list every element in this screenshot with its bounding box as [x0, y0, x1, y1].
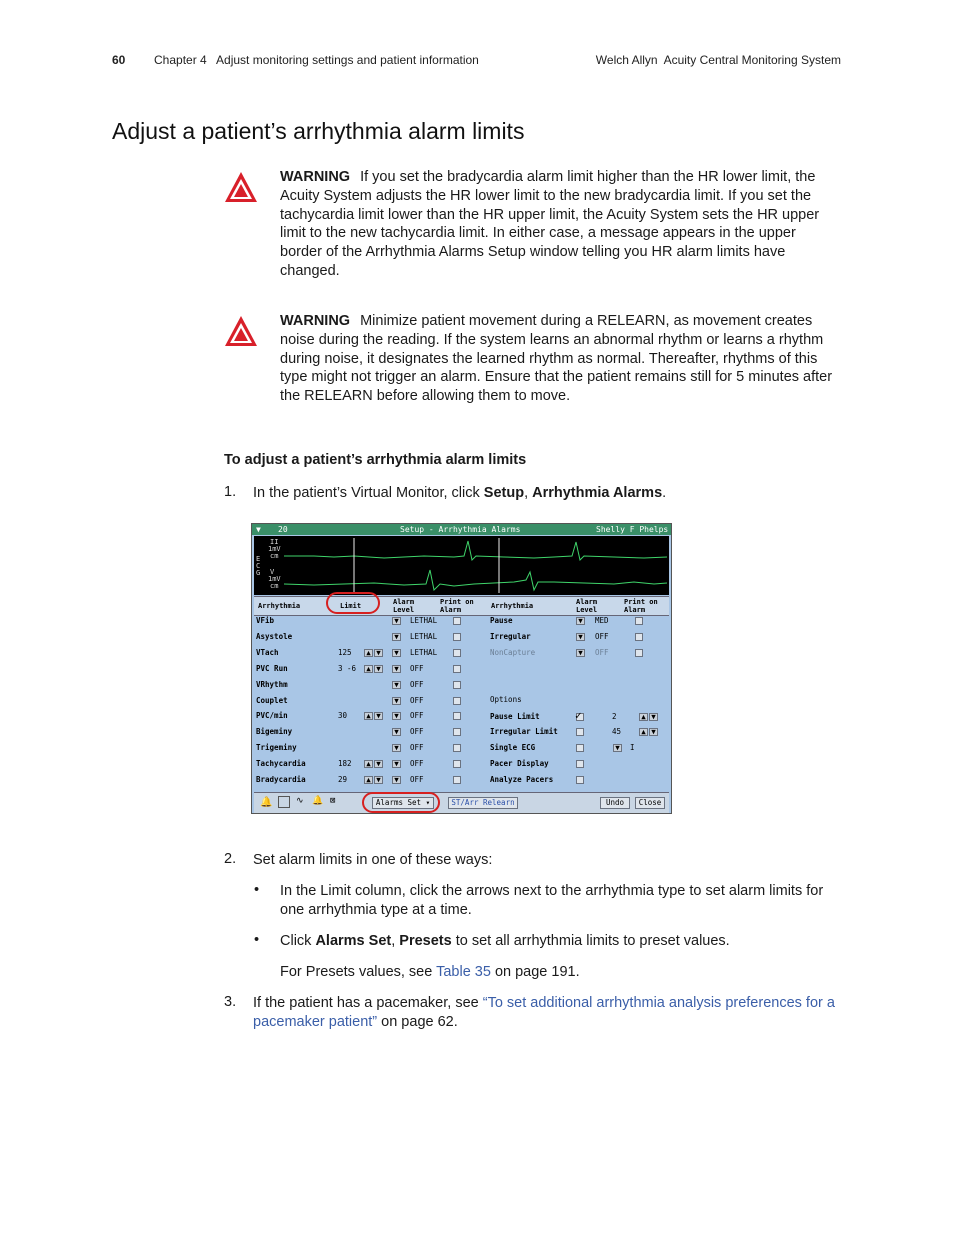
- alarms-set-highlight-circle: [362, 792, 440, 813]
- print-on-alarm-checkbox[interactable]: [453, 760, 461, 768]
- print-on-alarm-checkbox[interactable]: [453, 728, 461, 736]
- alarm-level-value: OFF: [410, 663, 424, 673]
- ecg-lead-label: V: [270, 568, 275, 576]
- option-name: Analyze Pacers: [490, 775, 554, 785]
- close-button[interactable]: Close: [635, 797, 665, 809]
- option-checkbox[interactable]: [576, 744, 584, 752]
- alarm-level-value: OFF: [410, 679, 424, 689]
- warning-triangle-icon: [224, 171, 258, 203]
- option-name: Pacer Display: [490, 759, 549, 769]
- alarm-level-value: OFF: [595, 647, 609, 657]
- ecg-trace: [254, 536, 669, 595]
- warning-text: Minimize patient movement during a RELEARN, as movement creates noise during the reading. If the system learns an abnormal rhythm or learns a rhythm during noise, it designates the learned rhythm as normal. Thereafter, rhythms of this type might not trigger an alarm. Ensure that the patient remains still for 5 minutes after the RELEARN before allowing them to move.: [280, 313, 833, 405]
- bullet-1-text: In the Limit column, click the arrows next to the arrhythmia type to set alarm limits for one arrhythmia type at a time.: [280, 883, 824, 918]
- bed-number: 20: [278, 525, 288, 534]
- alarm-icon[interactable]: 🔔: [312, 796, 324, 806]
- limit-down-arrow-icon[interactable]: ▼: [374, 665, 383, 673]
- note-text: on page 191.: [490, 964, 580, 980]
- alarms-set-button[interactable]: Alarms Set ▾: [372, 797, 434, 809]
- warning-label: WARNING: [280, 313, 351, 329]
- option-name: Single ECG: [490, 743, 536, 753]
- alarm-level-dropdown-icon[interactable]: ▼: [392, 712, 401, 720]
- print-on-alarm-checkbox[interactable]: [453, 712, 461, 720]
- alarm-level-dropdown-icon[interactable]: ▼: [392, 728, 401, 736]
- arrhythmia-name: NonCapture: [490, 647, 536, 657]
- bullet-2-text: [280, 932, 840, 951]
- step-3-text: [253, 994, 843, 1032]
- bullet-text: Click: [280, 933, 316, 949]
- alarm-level-value: OFF: [410, 775, 424, 784]
- bell-icon[interactable]: 🔔: [260, 797, 273, 808]
- alarm-level-value: OFF: [410, 695, 424, 705]
- bullet-icon: •: [254, 882, 260, 898]
- ecg-waveform-panel: [254, 536, 669, 595]
- alarm-level-dropdown-icon[interactable]: ▼: [392, 760, 401, 768]
- alarm-level-value: MED: [595, 616, 609, 625]
- step-text: on page 62.: [377, 1013, 458, 1030]
- window-title: Setup - Arrhythmia Alarms: [400, 525, 521, 534]
- step-number: 1.: [224, 484, 237, 500]
- limit-value: 3 -6: [338, 663, 357, 673]
- button-label: Alarms Set: [375, 798, 422, 807]
- option-checkbox[interactable]: [576, 760, 584, 768]
- print-on-alarm-checkbox[interactable]: [453, 617, 461, 625]
- option-up-arrow-icon[interactable]: ▲: [639, 728, 648, 736]
- options-heading: Options: [490, 695, 522, 704]
- warning-1: [280, 168, 840, 281]
- procedure-title: To adjust a patient’s arrhythmia alarm limits: [224, 452, 527, 468]
- col-alarm-level: Alarm Level: [393, 598, 415, 614]
- note-text: For Presets values, see: [280, 964, 437, 980]
- alarm-level-value: LETHAL: [410, 647, 438, 657]
- alarm-level-dropdown-icon[interactable]: ▼: [392, 633, 401, 641]
- ecg-side-label: ECG: [256, 555, 261, 577]
- ecg-scale-label: cm: [270, 552, 279, 560]
- step-text: .: [662, 485, 667, 501]
- alarm-level-dropdown-icon[interactable]: ▼: [392, 697, 401, 705]
- alarm-level-dropdown-icon[interactable]: ▼: [392, 665, 401, 673]
- arrhythmia-name: VRhythm: [256, 679, 288, 689]
- option-checkbox[interactable]: [576, 728, 584, 736]
- col-print-on-alarm: Print on Alarm: [440, 598, 474, 614]
- ecg-lead-dropdown-icon[interactable]: ▼: [613, 744, 622, 752]
- page-number: 60: [112, 53, 126, 67]
- arrhythmia-name: Couplet: [256, 695, 288, 705]
- arrhythmia-name: VFib: [256, 616, 275, 625]
- alarm-level-dropdown-icon[interactable]: ▼: [576, 633, 585, 641]
- relearn-button[interactable]: ST/Arr Relearn: [448, 797, 518, 809]
- limit-value: 30: [338, 711, 348, 721]
- arrhythmia-name: Bradycardia: [256, 775, 306, 784]
- limit-down-arrow-icon[interactable]: ▼: [374, 712, 383, 720]
- bullet-text: to set all arrhythmia limits to preset values.: [451, 933, 730, 949]
- step-1-text: [253, 484, 666, 503]
- bottom-toolbar: [254, 792, 669, 813]
- print-on-alarm-checkbox[interactable]: [453, 681, 461, 689]
- alarm-level-dropdown-icon[interactable]: ▼: [392, 681, 401, 689]
- limit-down-arrow-icon[interactable]: ▼: [374, 649, 383, 657]
- col-arrhythmia: Arrhythmia: [258, 602, 301, 610]
- warning-triangle-icon: [224, 315, 258, 347]
- alarm-level-value: OFF: [410, 743, 424, 753]
- option-checkbox[interactable]: [576, 776, 584, 784]
- option-name: Pause Limit: [490, 711, 540, 721]
- print-on-alarm-checkbox[interactable]: [453, 697, 461, 705]
- step-number: 2.: [224, 851, 237, 867]
- print-on-alarm-checkbox[interactable]: [453, 633, 461, 641]
- silence-icon[interactable]: ⊠: [330, 796, 336, 806]
- arrhythmia-name: Trigeminy: [256, 743, 297, 753]
- alarm-level-value: OFF: [410, 727, 424, 737]
- presets-note: [280, 963, 580, 982]
- bullet-bold: Presets: [399, 933, 452, 949]
- arrhythmia-name: VTach: [256, 647, 279, 657]
- column-header-row: [254, 596, 669, 616]
- arrhythmia-name: Irregular: [490, 631, 531, 641]
- ecg-scale-label: 1mV: [268, 575, 281, 583]
- pacemaker-preferences-link[interactable]: “To set additional arrhythmia analysis preferences for a pacemaker patient”: [253, 995, 835, 1030]
- arrhythmia-name: Tachycardia: [256, 759, 306, 769]
- ecg-lead-label: II: [270, 538, 279, 546]
- limit-up-arrow-icon[interactable]: ▲: [364, 760, 373, 768]
- bullet-bold: Alarms Set: [315, 933, 392, 949]
- arrhythmia-name: Pause: [490, 616, 513, 625]
- menu-icon[interactable]: ▼: [256, 525, 261, 534]
- col-limit[interactable]: Limit: [340, 602, 362, 610]
- step-text: ,: [524, 485, 533, 501]
- table-35-link[interactable]: Table 35: [436, 964, 491, 980]
- alarm-level-dropdown-icon[interactable]: ▼: [576, 649, 585, 657]
- chart-icon[interactable]: [278, 796, 290, 808]
- warning-label: WARNING: [280, 169, 351, 185]
- print-on-alarm-checkbox[interactable]: [453, 776, 461, 784]
- option-down-arrow-icon[interactable]: ▼: [649, 713, 658, 721]
- arrhythmia-name: PVC/min: [256, 711, 288, 721]
- product-name: Welch Allyn Acuity Central Monitoring System: [595, 53, 841, 67]
- arrhythmia-name: Bigeminy: [256, 727, 293, 737]
- step-number: 3.: [224, 994, 237, 1010]
- limit-value: 125: [338, 647, 352, 657]
- alarm-level-value: LETHAL: [410, 616, 438, 625]
- step-bold: Setup: [483, 485, 525, 501]
- window-titlebar: [252, 524, 671, 535]
- bullet-icon: •: [254, 932, 260, 948]
- print-on-alarm-checkbox[interactable]: [453, 649, 461, 657]
- step-text: If the patient has a pacemaker, see: [253, 995, 483, 1011]
- ecg-scale-label: 1mV: [268, 545, 281, 553]
- print-on-alarm-checkbox[interactable]: [635, 617, 643, 625]
- col-print-on-alarm-2: Print on Alarm: [624, 598, 658, 614]
- limit-value: 29: [338, 775, 348, 784]
- alarm-level-value: OFF: [410, 759, 424, 769]
- col-alarm-level-2: Alarm Level: [576, 598, 598, 614]
- warning-2: [280, 312, 840, 406]
- warning-text: If you set the bradycardia alarm limit higher than the HR lower limit, the Acuity System adjusts the HR lower limit to the new bradycardia limit. If you set the tachycardia limit lower than the HR upper limit, the Acuity System sets the HR upper limit to the new tachycardia limit. In either case, a message appears in the upper border of the Arrhythmia Alarms Setup window telling you HR alarm limits have changed.: [280, 169, 820, 279]
- option-name: Irregular Limit: [490, 727, 558, 737]
- print-on-alarm-checkbox[interactable]: [635, 633, 643, 641]
- limit-value: 182: [338, 759, 352, 769]
- step-bold: Arrhythmia Alarms: [532, 485, 663, 501]
- print-on-alarm-checkbox[interactable]: [453, 665, 461, 673]
- wave-icon[interactable]: ∿: [296, 796, 304, 806]
- limit-up-arrow-icon[interactable]: ▲: [364, 665, 373, 673]
- limit-up-arrow-icon[interactable]: ▲: [364, 776, 373, 784]
- print-on-alarm-checkbox[interactable]: [453, 744, 461, 752]
- limit-up-arrow-icon[interactable]: ▲: [364, 649, 373, 657]
- step-text: In the patient’s Virtual Monitor, click: [253, 485, 484, 501]
- alarm-level-value: OFF: [410, 711, 424, 721]
- limit-highlight-circle: [326, 592, 380, 614]
- alarm-level-dropdown-icon[interactable]: ▼: [576, 617, 585, 625]
- chapter-title: Chapter 4 Adjust monitoring settings and patient information: [154, 53, 479, 67]
- step-2-text: Set alarm limits in one of these ways:: [253, 852, 493, 868]
- patient-name: Shelly F Phelps: [596, 525, 669, 534]
- ecg-scale-label: cm: [270, 582, 279, 590]
- alarm-level-dropdown-icon[interactable]: ▼: [392, 776, 401, 784]
- limit-down-arrow-icon[interactable]: ▼: [374, 776, 383, 784]
- option-value: 45: [612, 727, 622, 737]
- option-value: I: [630, 743, 635, 753]
- arrhythmia-name: Asystole: [256, 631, 293, 641]
- alarm-level-dropdown-icon[interactable]: ▼: [392, 649, 401, 657]
- limit-down-arrow-icon[interactable]: ▼: [374, 760, 383, 768]
- option-value: 2: [612, 711, 617, 721]
- print-on-alarm-checkbox[interactable]: [635, 649, 643, 657]
- checkmark-icon: ✓: [575, 708, 582, 722]
- col-arrhythmia-2: Arrhythmia: [491, 602, 534, 610]
- undo-button[interactable]: Undo: [600, 797, 630, 809]
- bullet-text: ,: [391, 933, 400, 949]
- arrhythmia-alarms-screenshot: [251, 523, 672, 814]
- arrhythmia-name: PVC Run: [256, 663, 288, 673]
- alarm-level-value: LETHAL: [410, 631, 438, 641]
- limit-up-arrow-icon[interactable]: ▲: [364, 712, 373, 720]
- alarm-level-dropdown-icon[interactable]: ▼: [392, 744, 401, 752]
- page-title: Adjust a patient’s arrhythmia alarm limits: [112, 118, 525, 144]
- option-down-arrow-icon[interactable]: ▼: [649, 728, 658, 736]
- alarm-level-dropdown-icon[interactable]: ▼: [392, 617, 401, 625]
- option-up-arrow-icon[interactable]: ▲: [639, 713, 648, 721]
- alarm-level-value: OFF: [595, 631, 609, 641]
